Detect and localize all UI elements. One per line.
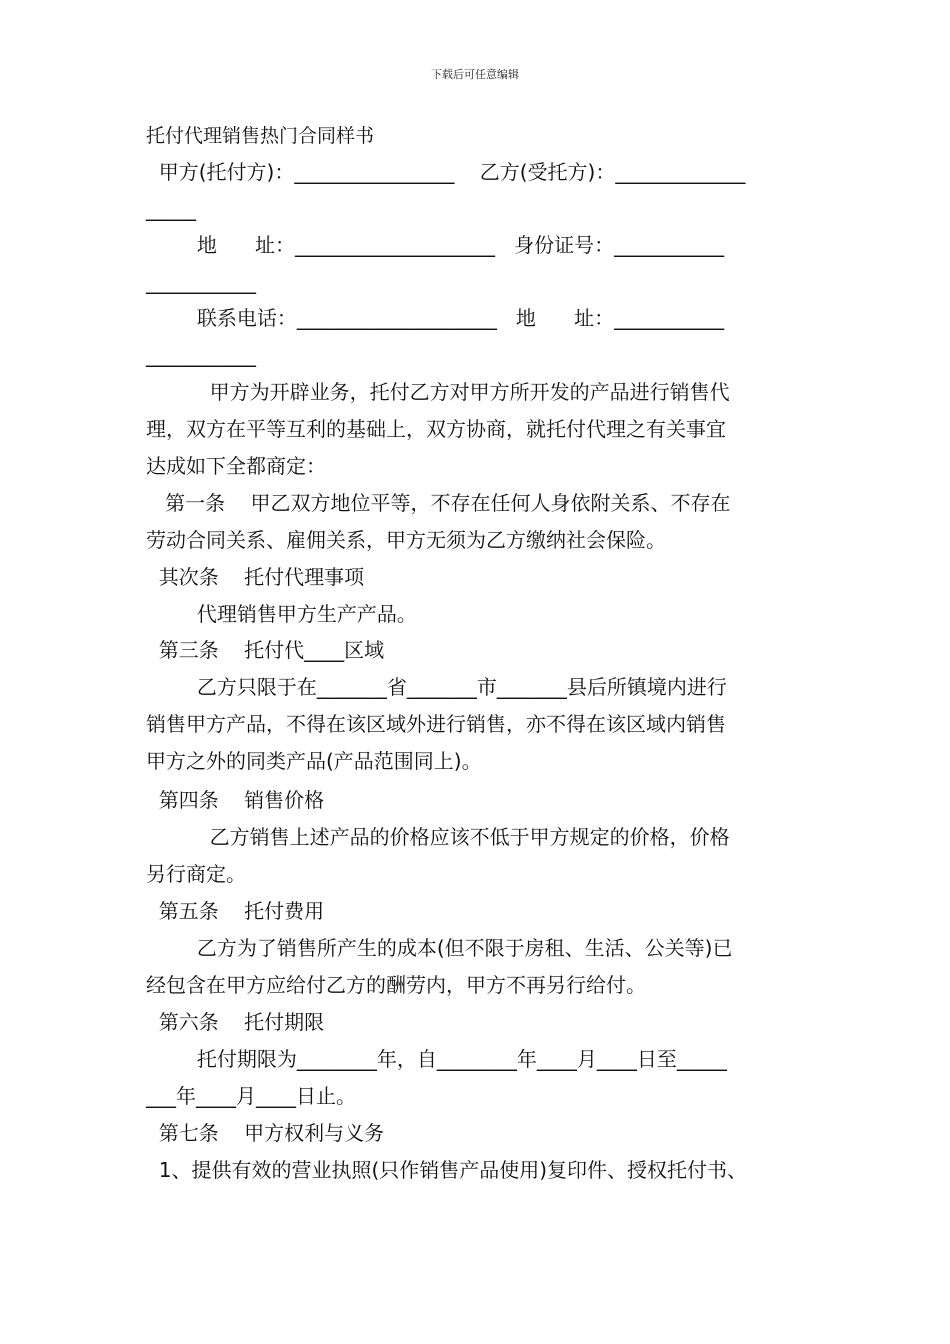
article-heading: 其次条 托付代理事项 xyxy=(146,565,365,589)
phone-line: ___________ xyxy=(146,343,256,367)
address-line: 地 址：____________________ 身份证号：___________ xyxy=(146,233,725,257)
paragraph-line: 达成如下全都商定： xyxy=(146,454,326,478)
article-heading: 第五条 托付费用 xyxy=(146,899,325,923)
page-header-note: 下载后可任意编辑 xyxy=(431,68,519,81)
paragraph-line: 甲方为开辟业务，托付乙方对甲方所开发的产品进行销售代 xyxy=(146,380,730,404)
article-heading: 第一条 甲乙双方地位平等，不存在任何人身依附关系、不存在 xyxy=(146,491,731,515)
article-heading: 第六条 托付期限 xyxy=(146,1010,325,1034)
paragraph-line: 另行商定。 xyxy=(146,862,246,886)
paragraph-line: 乙方销售上述产品的价格应该不低于甲方规定的价格，价格 xyxy=(146,825,730,849)
address-line: ___________ xyxy=(146,270,256,294)
article-heading: 第四条 销售价格 xyxy=(146,788,325,812)
party-line: _____ xyxy=(146,197,196,221)
phone-line: 联系电话：____________________ 地 址：___________ xyxy=(146,306,725,330)
paragraph-line: 理，双方在平等互利的基础上，双方协商，就托付代理之有关事宜 xyxy=(146,417,726,441)
paragraph-line: 经包含在甲方应给付乙方的酬劳内，甲方不再另行给付。 xyxy=(146,973,646,997)
document-title: 托付代理销售热门合同样书 xyxy=(146,125,375,147)
paragraph-line: 代理销售甲方生产产品。 xyxy=(146,602,417,626)
article-heading: 第三条 托付代____区域 xyxy=(146,638,385,662)
paragraph-line: 乙方只限于在_______省_______市_______县后所镇境内进行 xyxy=(146,675,727,699)
paragraph-line: 劳动合同关系、雇佣关系，甲方无须为乙方缴纳社会保险。 xyxy=(146,528,666,552)
paragraph-line: ___年____月____日止。 xyxy=(146,1084,356,1108)
party-line: 甲方(托付方)：________________ 乙方(受托方)：_____________ xyxy=(146,160,746,184)
article-heading: 第七条 甲方权利与义务 xyxy=(146,1121,385,1145)
paragraph-line: 销售甲方产品，不得在该区域外进行销售，亦不得在该区域内销售 xyxy=(146,712,726,736)
paragraph-line: 托付期限为________年，自________年____月____日至_____ xyxy=(146,1047,727,1071)
paragraph-line: 乙方为了销售所产生的成本(但不限于房租、生活、公关等)已 xyxy=(146,936,733,960)
paragraph-line: 甲方之外的同类产品(产品范围同上)。 xyxy=(146,749,482,773)
paragraph-line: 1、提供有效的营业执照(只作销售产品使用)复印件、授权托付书、 xyxy=(146,1158,748,1182)
